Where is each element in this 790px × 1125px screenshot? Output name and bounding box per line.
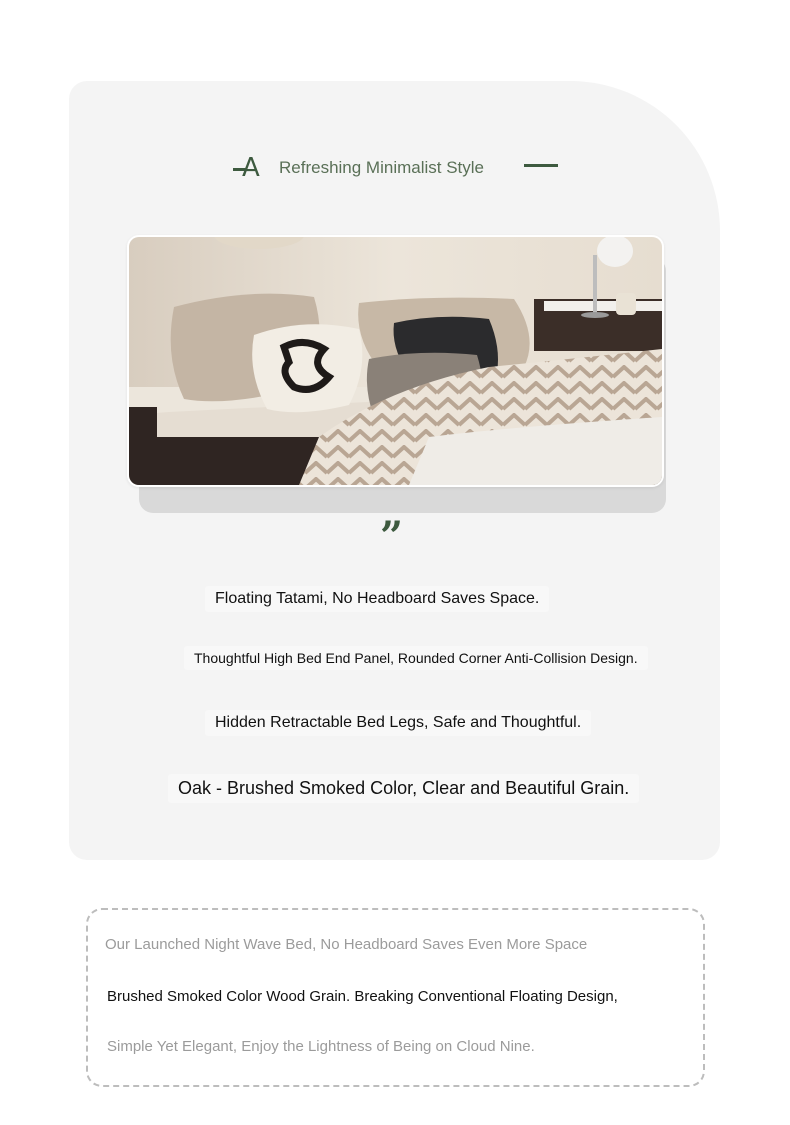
description-line-3: Simple Yet Elegant, Enjoy the Lightness of Being on Cloud Nine. <box>107 1038 535 1055</box>
bedroom-photo <box>127 235 664 487</box>
description-line-2: Brushed Smoked Color Wood Grain. Breaking Conventional Floating Design, <box>107 988 618 1005</box>
section-heading <box>0 155 790 181</box>
feature-line-2: Thoughtful High Bed End Panel, Rounded Corner Anti-Collision Design. <box>184 646 648 670</box>
bedroom-illustration <box>129 237 662 485</box>
logo-letter: A <box>242 153 260 183</box>
feature-line-1: Floating Tatami, No Headboard Saves Space. <box>205 586 549 612</box>
heading-divider <box>524 164 558 167</box>
brand-logo-icon <box>233 154 265 182</box>
feature-line-4: Oak - Brushed Smoked Color, Clear and Beautiful Grain. <box>168 774 639 803</box>
description-line-1: Our Launched Night Wave Bed, No Headboard Saves Even More Space <box>105 936 588 953</box>
section-title: Refreshing Minimalist Style <box>279 158 485 177</box>
feature-line-3: Hidden Retractable Bed Legs, Safe and Thoughtful. <box>205 710 591 736</box>
quote-icon: ” <box>380 513 406 560</box>
